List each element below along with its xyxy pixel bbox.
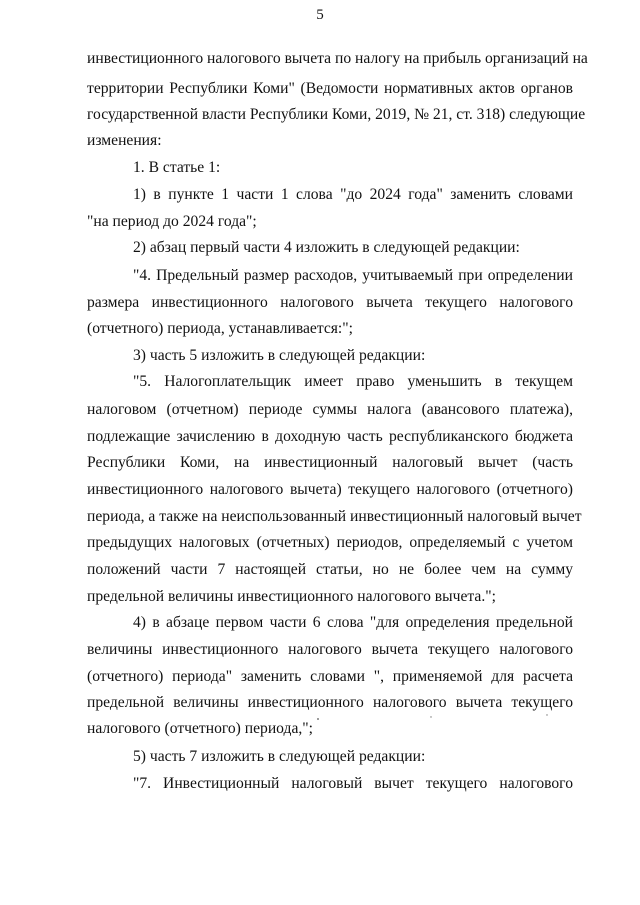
text-line: 3) часть 5 изложить в следующей редакции: [133,347,426,364]
text-line: предельной величины инвестиционного налогового вычета текущего [87,694,573,711]
text-line: 4) в абзаце первом части 6 слова "для определения предельной [133,614,573,631]
text-line: "7. Инвестиционный налоговый вычет текущего налогового [133,775,573,792]
text-line: 5) часть 7 изложить в следующей редакции: [133,748,426,765]
page-number: 5 [316,7,324,23]
text-line: величины инвестиционного налогового вычета текущего налогового [87,641,573,658]
text-line: "4. Предельный размер расходов, учитываемый при определении [133,267,573,284]
text-line: периода, а также на неиспользованный инвестиционный налоговый вычет [87,508,582,525]
text-line: (отчетного) периода, устанавливается:"; [87,320,353,337]
text-line: налогового (отчетного) периода,"; [87,720,313,737]
text-line: инвестиционного налогового вычета по налогу на прибыль организаций на [87,50,588,67]
text-line: подлежащие зачислению в доходную часть республиканского бюджета [87,428,573,445]
text-line: 2) абзац первый части 4 изложить в следующей редакции: [133,239,520,256]
text-line: Республики Коми, на инвестиционный налоговый вычет (часть [87,454,573,471]
text-line: налоговом (отчетном) периоде суммы налога (авансового платежа), [87,401,573,418]
text-line: "5. Налогоплательщик имеет право уменьшить в текущем [133,373,573,390]
text-line: государственной власти Республики Коми, 2019, № 21, ст. 318) следующие [87,106,586,123]
text-line: (отчетного) периода" заменить словами ", применяемой для расчета [87,668,573,685]
text-line: 1. В статье 1: [133,159,221,176]
text-line: положений части 7 настоящей статьи, но не более чем на сумму [87,561,573,578]
text-line: 1) в пункте 1 части 1 слова "до 2024 года" заменить словами [133,186,573,203]
text-line: территории Республики Коми" (Ведомости нормативных актов органов [87,80,573,97]
text-line: предельной величины инвестиционного налогового вычета."; [87,588,496,605]
text-line: "на период до 2024 года"; [87,213,257,230]
text-line: изменения: [87,132,162,149]
text-line: инвестиционного налогового вычета) текущего налогового (отчетного) [87,481,573,498]
text-line: размера инвестиционного налогового вычета текущего налогового [87,294,573,311]
text-line: предыдущих налоговых (отчетных) периодов, определяемый с учетом [87,534,573,551]
